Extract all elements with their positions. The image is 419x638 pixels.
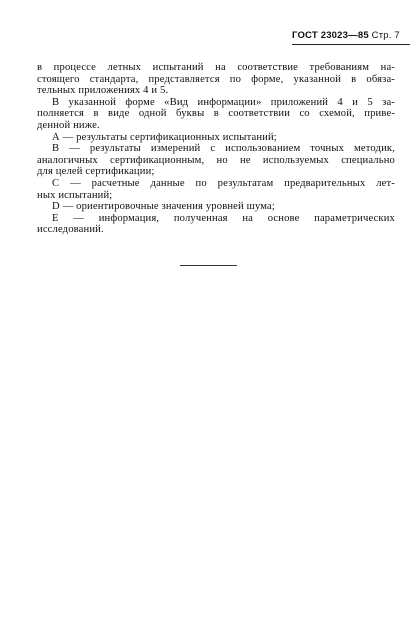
page-number: Стр. 7	[371, 30, 400, 41]
list-item-b-line-1: В — результаты измерений с использованием точных методик,	[52, 143, 395, 155]
list-item-e-line-1: Е — информация, полученная на основе параметрических	[52, 212, 395, 224]
paragraph-2-line-3: денной ниже.	[37, 119, 100, 131]
paragraph-2-line-1: В указанной форме «Вид информации» приложений 4 и 5 за-	[52, 96, 395, 108]
document-body	[37, 62, 395, 236]
list-item-c-line-2: ных испытаний;	[37, 189, 113, 201]
page-header	[292, 30, 402, 41]
list-item-d: D — ориентировочные значения уровней шума;	[52, 201, 275, 213]
list-item-b-line-2: аналогичных сертификационным, но не используемых специально	[37, 154, 395, 166]
standard-number: ГОСТ 23023—85	[292, 30, 369, 41]
header-rule	[292, 44, 410, 45]
list-item-c-line-1: С — расчетные данные по результатам предварительных лет-	[52, 177, 395, 189]
paragraph-2-line-2: полняется в виде одной буквы в соответствии со схемой, приве-	[37, 108, 395, 120]
paragraph-1-line-3: тельных приложениях 4 и 5.	[37, 85, 169, 97]
list-item-a: А — результаты сертификационных испытаний;	[52, 131, 277, 143]
paragraph-1-line-1: в процессе летных испытаний на соответствие требованиям на-	[37, 62, 395, 73]
list-item-e-line-2: исследований.	[37, 224, 104, 236]
paragraph-1-line-2: стоящего стандарта, представляется по форме, указанной в обяза-	[37, 73, 395, 85]
list-item-b-line-3: для целей сертификации;	[37, 166, 155, 178]
end-divider	[180, 265, 237, 266]
